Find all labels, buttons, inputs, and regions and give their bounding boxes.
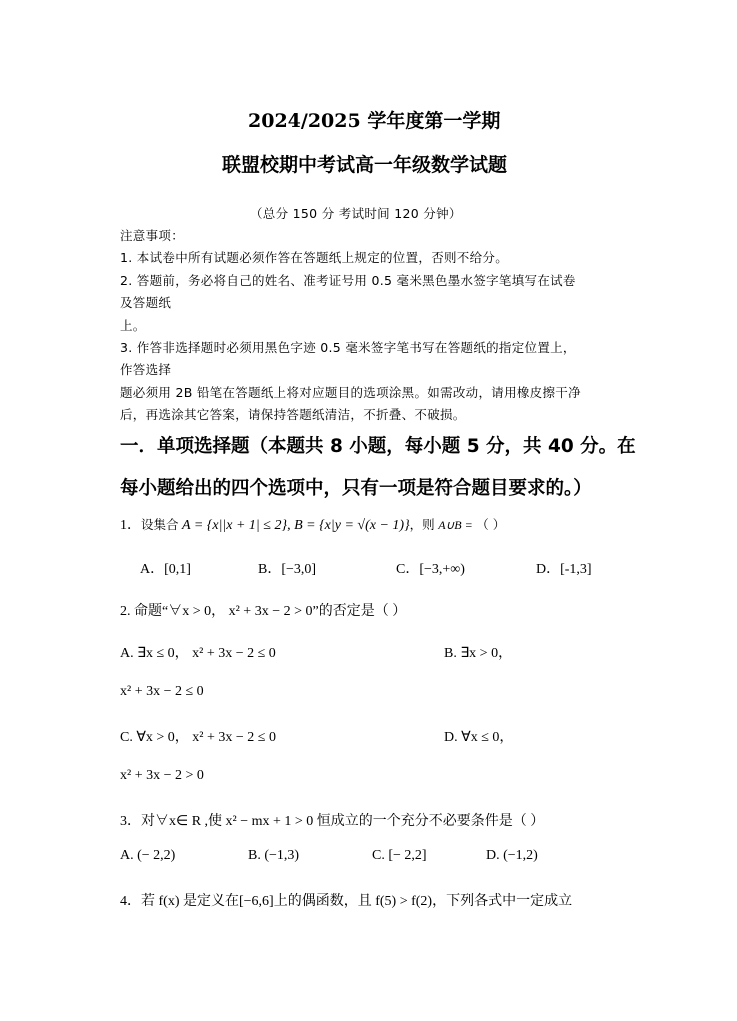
- exam-title: 联盟校期中考试高一年级数学试题: [222, 154, 508, 176]
- q2-option-d-cont: x² + 3x − 2 > 0: [120, 768, 204, 783]
- question-3: 3．对∀x∈ R ,使 x² − mx + 1 > 0 恒成立的一个充分不必要条件是（ ）: [120, 814, 545, 829]
- separator: ,: [287, 518, 291, 533]
- exam-term-title: 2024/2025 学年度第一学期: [248, 110, 501, 132]
- q1-option-b: B．[−3,0]: [258, 562, 317, 577]
- q3-option-a: A. (− 2,2): [120, 848, 176, 863]
- q3-option-d: D. (−1,2): [486, 848, 538, 863]
- answer-paren: （ ）: [476, 517, 506, 532]
- q2-option-a: A. ∃x ≤ 0， x² + 3x − 2 ≤ 0: [120, 646, 276, 661]
- q2-option-b-cont: x² + 3x − 2 ≤ 0: [120, 684, 204, 699]
- question-text: ，则: [409, 517, 435, 532]
- q2-option-d: D. ∀x ≤ 0，: [444, 730, 514, 745]
- question-1: [120, 514, 505, 534]
- q2-option-c: C. ∀x > 0， x² + 3x − 2 ≤ 0: [120, 730, 276, 745]
- exam-meta: （总分 150 分 考试时间 120 分钟）: [250, 206, 462, 221]
- q3-option-b: B. (−1,3): [248, 848, 300, 863]
- q1-option-d: D．[-1,3]: [536, 562, 592, 577]
- section-heading: 每小题给出的四个选项中，只有一项是符合题目要求的。）: [120, 478, 592, 499]
- note-line: 上。: [120, 318, 146, 333]
- set-b-expression: B = {x|y = √(x − 1)}: [294, 518, 410, 533]
- question-number: 1．: [120, 518, 141, 533]
- note-line: 3. 作答非选择题时必须用黑色字迹 0.5 毫米签字笔书写在答题纸的指定位置上，: [120, 340, 576, 355]
- q2-option-b: B. ∃x > 0，: [444, 646, 513, 661]
- question-4: 4．若 f(x) 是定义在[−6,6]上的偶函数，且 f(5) > f(2)，下列各式中一定成立: [120, 894, 573, 909]
- q1-option-c: C．[−3,+∞): [396, 562, 465, 577]
- q3-option-c: C. [− 2,2]: [372, 848, 427, 863]
- notes-title: 注意事项：: [120, 228, 185, 243]
- note-line: 2. 答题前，务必将自己的姓名、准考证号用 0.5 毫米黑色墨水签字笔填写在试卷: [120, 273, 576, 288]
- set-a-expression: A = {x||x + 1| ≤ 2}: [182, 518, 288, 533]
- note-line: 题必须用 2B 铅笔在答题纸上将对应题目的选项涂黑。如需改动，请用橡皮擦干净: [120, 385, 581, 400]
- union-expression: A∪B =: [438, 518, 473, 532]
- question-2: 2. 命题“∀x > 0， x² + 3x − 2 > 0”的否定是（ ）: [120, 604, 407, 619]
- q1-option-a: A．[0,1]: [140, 562, 191, 577]
- note-line: 作答选择: [120, 362, 172, 377]
- question-text: 设集合: [141, 517, 179, 532]
- section-heading: 一．单项选择题（本题共 8 小题，每小题 5 分，共 40 分。在: [120, 436, 636, 457]
- note-line: 后，再选涂其它答案，请保持答题纸清洁，不折叠、不破损。: [120, 407, 466, 422]
- note-line: 1. 本试卷中所有试题必须作答在答题纸上规定的位置，否则不给分。: [120, 250, 509, 265]
- note-line: 及答题纸: [120, 295, 172, 310]
